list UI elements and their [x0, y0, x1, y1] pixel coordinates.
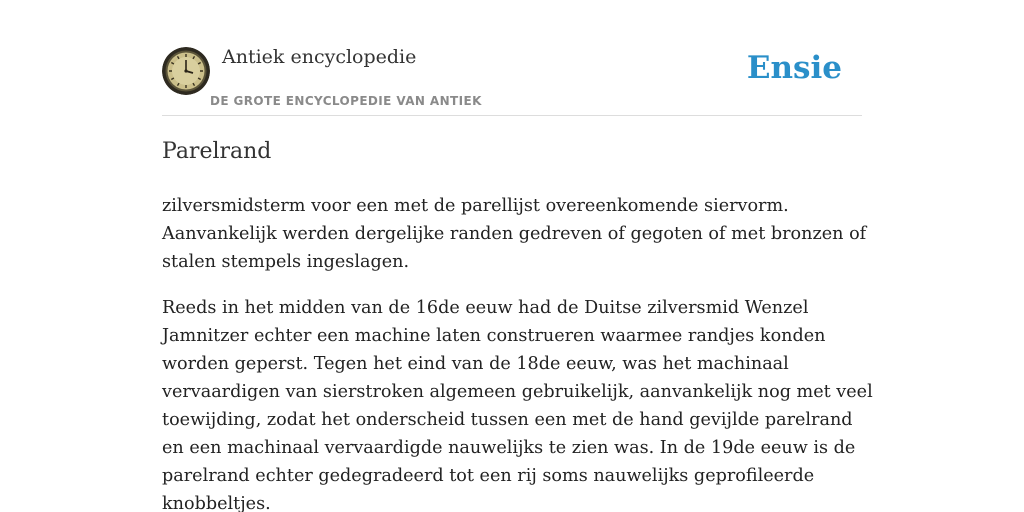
article-paragraph: Reeds in het midden van de 16de eeuw had de Duitse zilversmid Wenzel Jamnitzer echter een machine laten construeren waarmee randjes konden worden geperst. Tegen het eind van de 18de eeuw, was het machinaal vervaardigen van sierstroken algemeen gebruikelijk, aanvankelijk nog met veel toewijding, zodat het onderscheid tussen een met de hand gevijlde parelrand en een machinaal vervaardigde nauwelijks te zien was. In de 19de eeuw is de parelrand echter gedegradeerd tot een rij soms nauwelijks geprofileerde knobbeltjes. [162, 298, 873, 512]
brand-logo[interactable]: Ensie [746, 50, 842, 86]
site-name[interactable]: Antiek encyclopedie [222, 46, 417, 68]
page-title: Parelrand [162, 139, 272, 164]
article-body [162, 192, 874, 512]
site-tagline: DE GROTE ENCYCLOPEDIE VAN ANTIEK [210, 94, 482, 108]
article-paragraph: zilversmidsterm voor een met de parellijst overeenkomende siervorm. Aanvankelijk werden dergelijke randen gedreven of gegoten of met bronzen of stalen stempels ingeslagen. [162, 196, 867, 272]
antique-clock-icon[interactable] [162, 47, 210, 95]
site-header [162, 40, 862, 116]
